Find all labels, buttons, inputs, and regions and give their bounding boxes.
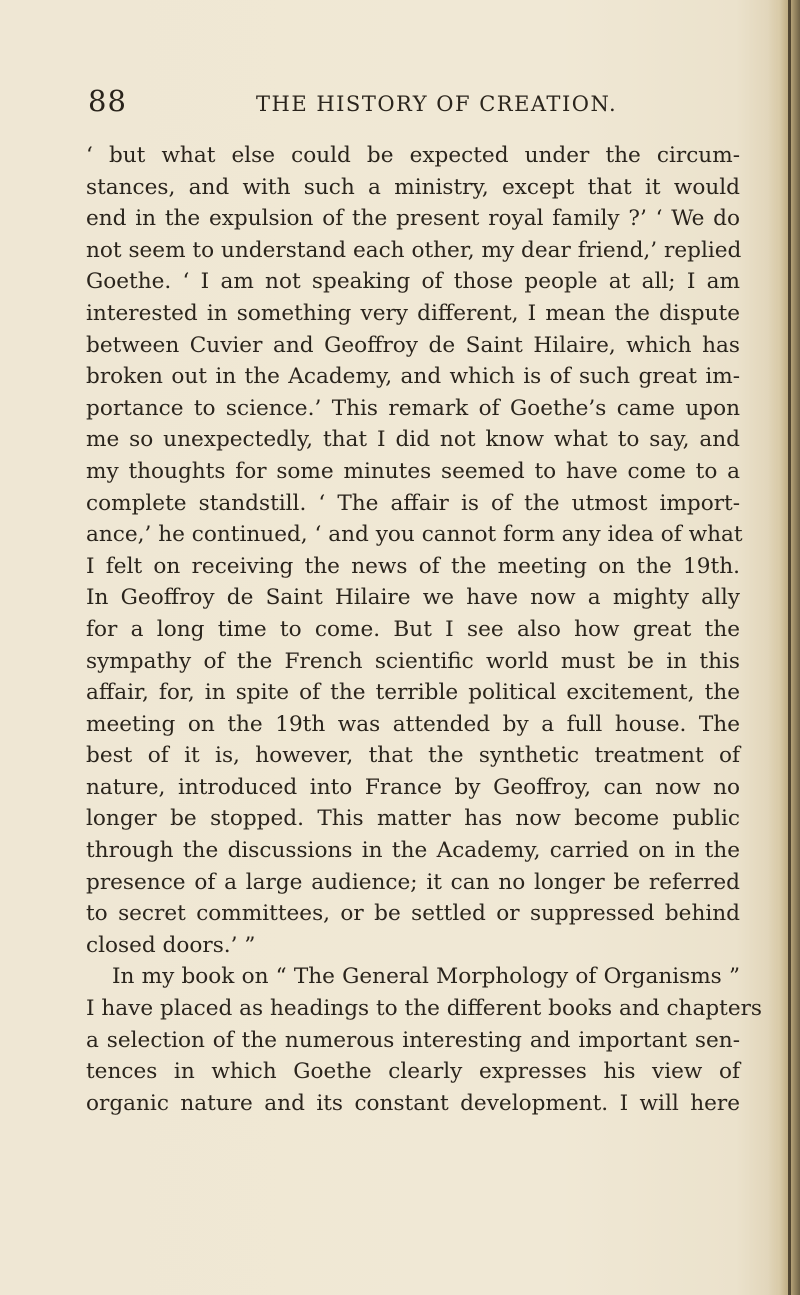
running-title: THE HISTORY OF CREATION.	[256, 92, 618, 116]
text-line: complete standstill. ‘ The affair is of the utmost import-	[86, 490, 740, 516]
text-line: I felt on receiving the news of the meeting on the 19th.	[86, 553, 740, 579]
text-line: my thoughts for some minutes seemed to have come to a	[86, 458, 740, 484]
running-head	[82, 84, 762, 124]
text-line: interested in something very different, I mean the dispute	[86, 300, 740, 326]
text-line: ance,’ he continued, ‘ and you cannot form any idea of what	[86, 522, 743, 548]
text-line: best of it is, however, that the synthetic treatment of	[86, 743, 740, 769]
text-line: not seem to understand each other, my dear friend,’ replied	[86, 237, 742, 263]
text-line: a selection of the numerous interesting and important sen-	[86, 1027, 740, 1053]
text-line: nature, introduced into France by Geoffroy, can now no	[86, 774, 740, 800]
text-line: I have placed as headings to the different books and chapters	[86, 996, 763, 1022]
page-gutter-shadow	[768, 0, 800, 1295]
text-line: organic nature and its constant development. I will here	[86, 1090, 740, 1116]
text-line: presence of a large audience; it can no longer be referred	[86, 869, 740, 895]
text-line: closed doors.’ ”	[86, 932, 256, 958]
text-line: In Geoffroy de Saint Hilaire we have now a mighty ally	[86, 585, 740, 611]
text-line: portance to science.’ This remark of Goethe’s came upon	[86, 395, 740, 421]
text-line: through the discussions in the Academy, carried on in the	[86, 838, 740, 864]
text-line: stances, and with such a ministry, except that it would	[86, 174, 740, 200]
text-line: end in the expulsion of the present royal family ?’ ‘ We do	[86, 206, 740, 232]
text-line: tences in which Goethe clearly expresses his view of	[86, 1059, 740, 1085]
binding-edge	[788, 0, 791, 1295]
text-line: meeting on the 19th was attended by a full house. The	[86, 711, 740, 737]
text-line: affair, for, in spite of the terrible political excitement, the	[86, 680, 740, 706]
text-line: longer be stopped. This matter has now become public	[86, 806, 740, 832]
text-line: for a long time to come. But I see also how great the	[86, 616, 740, 642]
text-line: ‘ but what else could be expected under the circum-	[86, 143, 740, 168]
text-line: broken out in the Academy, and which is of such great im-	[86, 364, 740, 390]
text-line: me so unexpectedly, that I did not know what to say, and	[86, 427, 740, 453]
text-line: between Cuvier and Geoffroy de Saint Hilaire, which has	[86, 332, 740, 358]
page-number: 88	[88, 84, 127, 118]
paragraph-start-line: In my book on “ The General Morphology of Organisms ”	[112, 964, 740, 990]
body-text	[86, 140, 763, 1119]
text-line: Goethe. ‘ I am not speaking of those people at all; I am	[86, 269, 740, 295]
text-line: sympathy of the French scientific world must be in this	[86, 648, 740, 674]
text-line: to secret committees, or be settled or suppressed behind	[86, 901, 740, 927]
